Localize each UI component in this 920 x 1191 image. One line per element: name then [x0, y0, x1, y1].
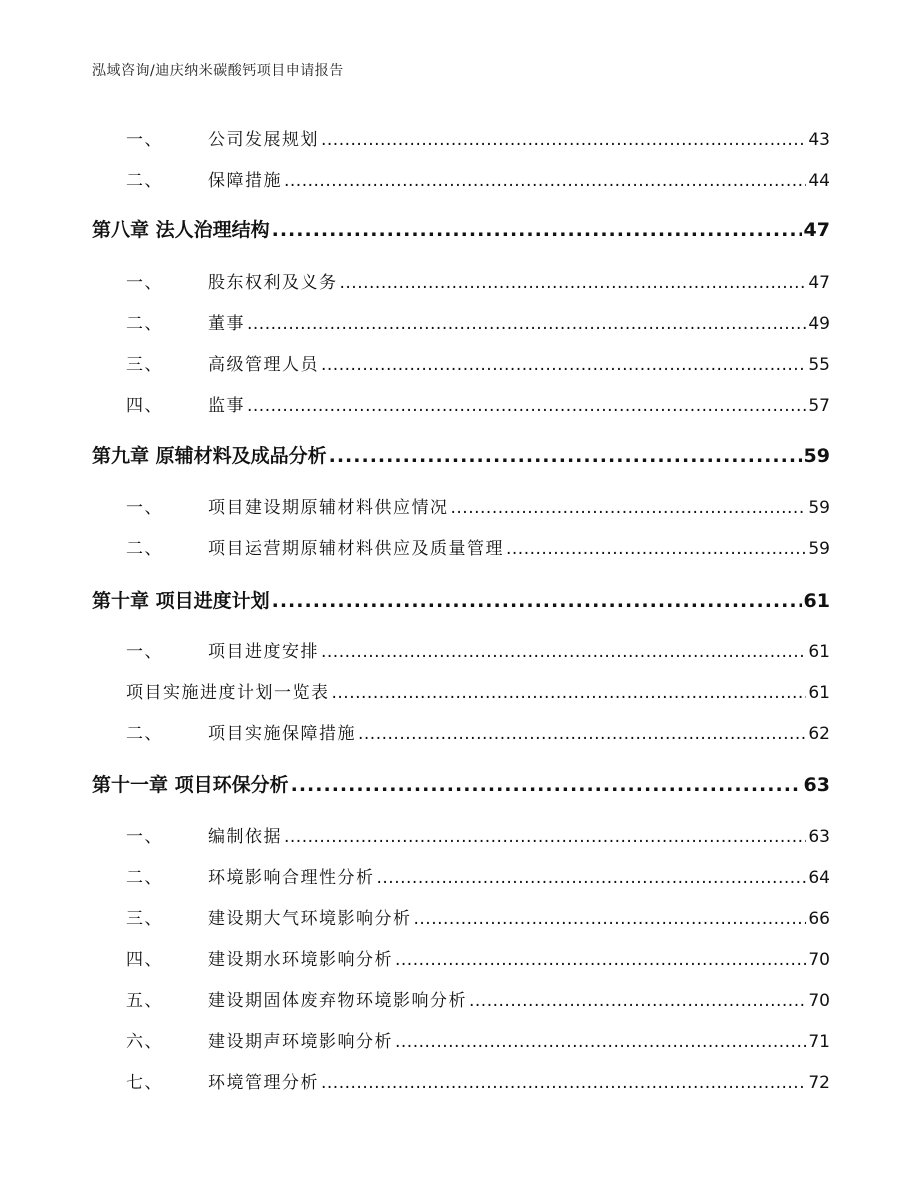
toc-entry-page: 57 [808, 396, 830, 416]
toc-entry[interactable] [92, 863, 830, 888]
toc-entry[interactable] [92, 534, 830, 559]
toc-entry[interactable] [92, 678, 830, 703]
toc-entry-page: 59 [803, 445, 830, 467]
toc-entry[interactable] [92, 1068, 830, 1093]
dot-leader [332, 683, 807, 703]
toc-entry[interactable] [92, 493, 830, 518]
toc-entry-page: 70 [808, 950, 830, 970]
dot-leader [272, 219, 802, 241]
dot-leader [321, 355, 806, 375]
toc-entry-page: 43 [808, 130, 830, 150]
toc-entry-title: 高级管理人员 [208, 355, 319, 375]
toc-entry-page: 61 [808, 683, 830, 703]
toc-entry[interactable] [92, 125, 830, 150]
toc-entry[interactable] [92, 166, 830, 191]
dot-leader [377, 868, 807, 888]
dot-leader [414, 909, 807, 929]
dot-leader [284, 827, 806, 847]
toc-entry-title: 项目实施保障措施 [208, 724, 356, 744]
toc-entry-title: 监事 [208, 396, 245, 416]
toc-entry-title: 环境影响合理性分析 [208, 868, 375, 888]
toc-entry-number: 五、 [126, 991, 163, 1011]
toc-entry[interactable] [92, 986, 830, 1011]
toc-entry-page: 61 [803, 590, 830, 612]
toc-entry-page: 44 [808, 171, 830, 191]
toc-chapter-title: 第九章 原辅材料及成品分析 [92, 445, 327, 467]
toc-entry-number: 四、 [126, 950, 163, 970]
toc-entry-page: 59 [808, 539, 830, 559]
dot-leader [395, 1032, 806, 1052]
toc-entry[interactable] [92, 391, 830, 416]
toc-entry-title: 建设期固体废弃物环境影响分析 [208, 991, 467, 1011]
toc-chapter-entry[interactable] [92, 441, 830, 468]
dot-leader [247, 396, 806, 416]
toc-entry-number: 三、 [126, 355, 163, 375]
toc-entry-page: 72 [808, 1073, 830, 1093]
toc-entry-title: 股东权利及义务 [208, 273, 338, 293]
toc-entry-title: 建设期声环境影响分析 [208, 1032, 393, 1052]
toc-entry-title: 建设期水环境影响分析 [208, 950, 393, 970]
dot-leader [329, 445, 802, 467]
toc-chapter-entry[interactable] [92, 215, 830, 242]
toc-entry-page: 59 [808, 498, 830, 518]
toc-entry-number: 一、 [126, 642, 163, 662]
dot-leader [247, 314, 806, 334]
dot-leader [340, 273, 807, 293]
toc-entry-number: 一、 [126, 827, 163, 847]
toc-entry-title: 公司发展规划 [208, 130, 319, 150]
toc-entry-page: 55 [808, 355, 830, 375]
toc-entry-page: 70 [808, 991, 830, 1011]
toc-entry-page: 71 [808, 1032, 830, 1052]
toc-entry[interactable] [92, 350, 830, 375]
dot-leader [451, 498, 807, 518]
toc-entry-page: 49 [808, 314, 830, 334]
dot-leader [469, 991, 806, 1011]
toc-entry-page: 63 [808, 827, 830, 847]
toc-entry[interactable] [92, 719, 830, 744]
dot-leader [321, 1073, 806, 1093]
toc-entry-page: 61 [808, 642, 830, 662]
toc-chapter-title: 第八章 法人治理结构 [92, 219, 270, 241]
toc-entry-title: 编制依据 [208, 827, 282, 847]
toc-entry-page: 47 [808, 273, 830, 293]
toc-chapter-entry[interactable] [92, 770, 830, 797]
toc-entry-number: 二、 [126, 171, 163, 191]
dot-leader [284, 171, 806, 191]
running-header: 泓域咨询/迪庆纳米碳酸钙项目申请报告 [92, 63, 344, 79]
toc-entry-title: 建设期大气环境影响分析 [208, 909, 412, 929]
toc-entry[interactable] [92, 268, 830, 293]
toc-entry-number: 二、 [126, 724, 163, 744]
toc-entry-number: 七、 [126, 1073, 163, 1093]
toc-entry-number: 二、 [126, 868, 163, 888]
dot-leader [321, 130, 806, 150]
dot-leader [395, 950, 806, 970]
toc-entry-number: 四、 [126, 396, 163, 416]
toc-entry-number: 三、 [126, 909, 163, 929]
toc-entry[interactable] [92, 309, 830, 334]
toc-entry-number: 二、 [126, 314, 163, 334]
toc-entry-title: 环境管理分析 [208, 1073, 319, 1093]
dot-leader [272, 590, 802, 612]
dot-leader [291, 774, 802, 796]
dot-leader [321, 642, 806, 662]
toc-entry-number: 一、 [126, 498, 163, 518]
toc-entry-number: 一、 [126, 273, 163, 293]
toc-entry-page: 64 [808, 868, 830, 888]
toc-entry-title: 项目进度安排 [208, 642, 319, 662]
toc-entry-title: 保障措施 [208, 171, 282, 191]
toc-chapter-title: 第十章 项目进度计划 [92, 590, 270, 612]
toc-entry-title: 项目建设期原辅材料供应情况 [208, 498, 449, 518]
toc-entry-number: 一、 [126, 130, 163, 150]
dot-leader [506, 539, 806, 559]
toc-entry[interactable] [92, 637, 830, 662]
toc-entry-number: 二、 [126, 539, 163, 559]
toc-entry-title: 董事 [208, 314, 245, 334]
toc-entry-page: 66 [808, 909, 830, 929]
toc-entry[interactable] [92, 945, 830, 970]
toc-entry[interactable] [92, 904, 830, 929]
toc-entry-page: 63 [803, 774, 830, 796]
toc-entry[interactable] [92, 1027, 830, 1052]
toc-entry-title: 项目实施进度计划一览表 [126, 683, 330, 703]
toc-entry-number: 六、 [126, 1032, 163, 1052]
toc-entry-title: 项目运营期原辅材料供应及质量管理 [208, 539, 504, 559]
toc-chapter-title: 第十一章 项目环保分析 [92, 774, 289, 796]
dot-leader [358, 724, 806, 744]
toc-chapter-entry[interactable] [92, 586, 830, 613]
toc-entry-page: 47 [803, 219, 830, 241]
toc-entry[interactable] [92, 822, 830, 847]
toc-entry-page: 62 [808, 724, 830, 744]
